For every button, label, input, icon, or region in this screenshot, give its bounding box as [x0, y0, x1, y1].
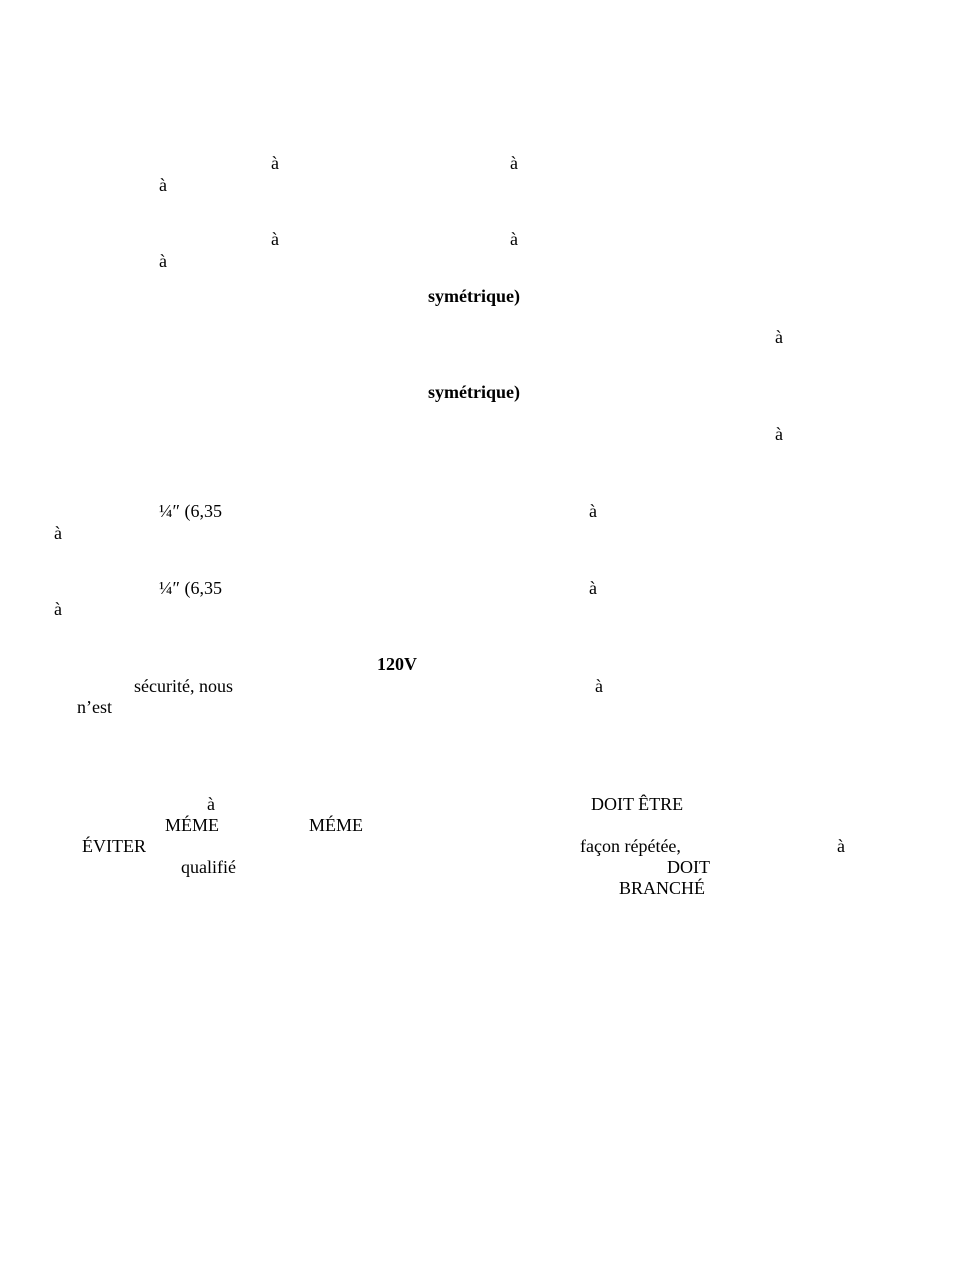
- text-fragment: MÉME: [165, 815, 219, 835]
- text-fragment: à: [54, 599, 62, 619]
- text-fragment: sécurité, nous: [134, 676, 233, 696]
- text-fragment: symétrique): [428, 382, 520, 402]
- text-fragment: à: [207, 794, 215, 814]
- text-fragment: BRANCHÉ: [619, 878, 706, 898]
- text-fragment: à: [271, 153, 279, 173]
- text-fragment: n’est: [77, 697, 112, 717]
- text-fragment: à: [510, 229, 518, 249]
- text-fragment: à: [589, 501, 597, 521]
- text-fragment: MÉME: [309, 815, 363, 835]
- text-fragment: à: [775, 424, 783, 444]
- text-fragment: à: [589, 578, 597, 598]
- text-fragment: qualifié: [181, 857, 236, 877]
- text-fragment: à: [775, 327, 783, 347]
- text-fragment: à: [159, 251, 167, 271]
- text-fragment: DOIT ÊTRE: [591, 794, 684, 814]
- text-fragment: DOIT: [667, 857, 710, 877]
- text-fragment: à: [271, 229, 279, 249]
- text-fragment: à: [54, 523, 62, 543]
- text-fragment: ¼″ (6,35: [159, 501, 222, 521]
- text-fragment: à: [837, 836, 845, 856]
- text-fragment: 120V: [377, 654, 417, 674]
- text-fragment: à: [595, 676, 603, 696]
- text-fragment: ÉVITER: [82, 836, 146, 856]
- text-fragment: à: [159, 175, 167, 195]
- text-fragment: symétrique): [428, 286, 520, 306]
- text-fragment: ¼″ (6,35: [159, 578, 222, 598]
- text-fragment: façon répétée,: [580, 836, 681, 856]
- text-fragment: à: [510, 153, 518, 173]
